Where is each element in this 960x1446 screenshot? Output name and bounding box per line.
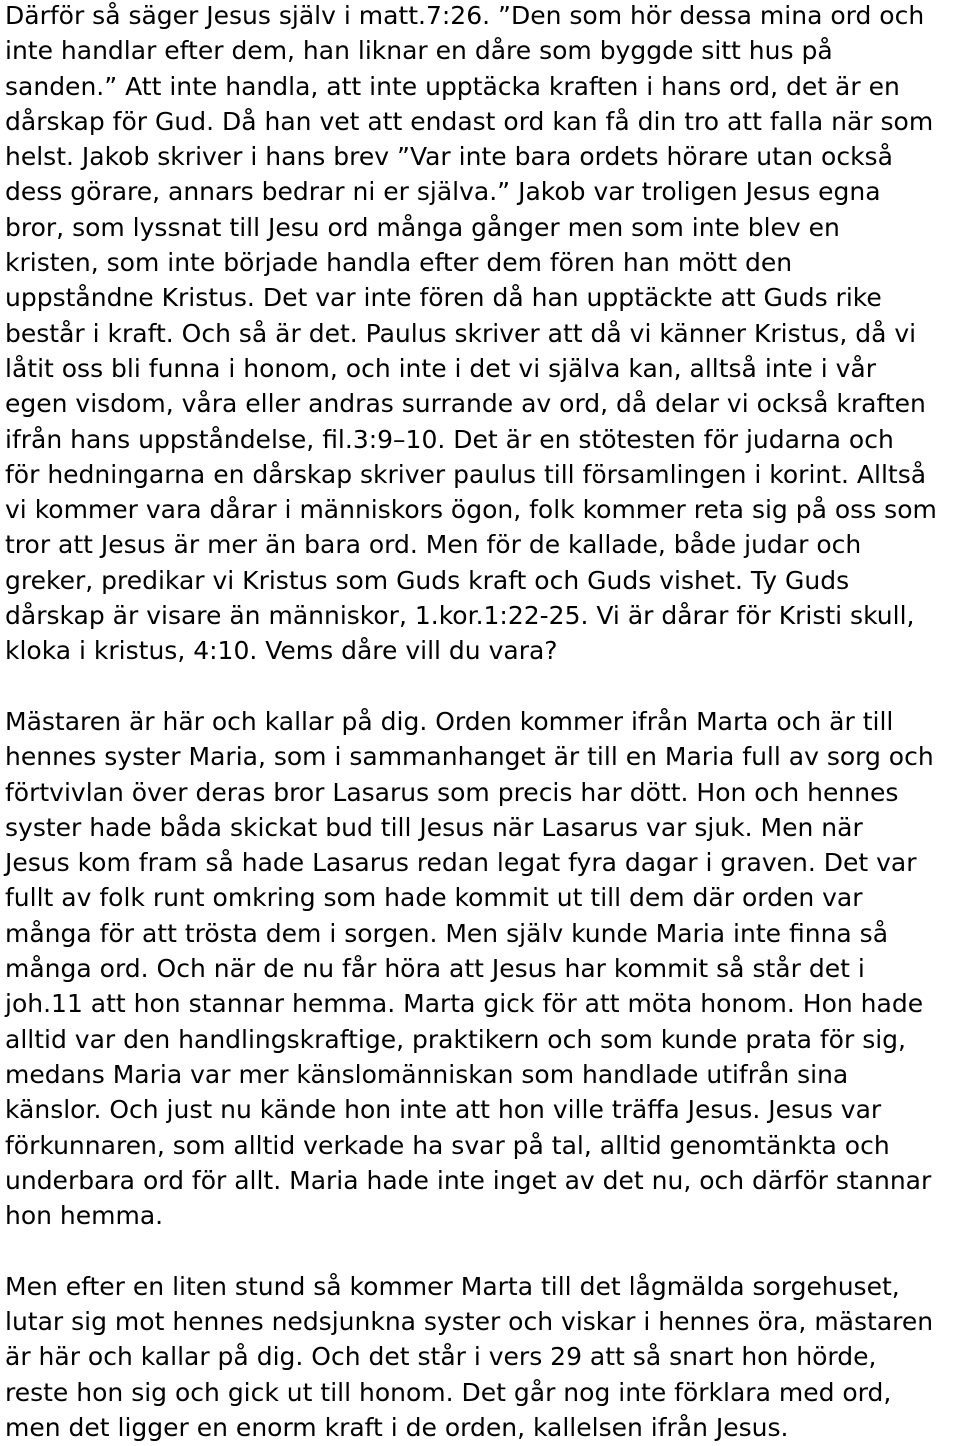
text-line: känslor. Och just nu kände hon inte att hon ville träffa Jesus. Jesus var [5,1095,882,1125]
text-line: tror att Jesus är mer än bara ord. Men för de kallade, både judar och [5,530,862,560]
text-line: är här och kallar på dig. Och det står i vers 29 att så snart hon hörde, [5,1342,877,1372]
text-line: kloka i kristus, 4:10. Vems dåre vill du vara? [5,636,558,666]
text-line: vi kommer vara dårar i människors ögon, folk kommer reta sig på oss som [5,495,937,525]
text-line: medans Maria var mer känslomänniskan som handlade utifrån sina [5,1059,849,1089]
text-line: egen visdom, våra eller andras surrande av ord, då delar vi också kraften [5,389,926,419]
text-line: Men efter en liten stund så kommer Marta till det lågmälda sorgehuset, [5,1271,900,1301]
paragraph-2 [5,704,960,1233]
text-line: förkunnaren, som alltid verkade ha svar på tal, alltid genomtänkta och [5,1130,890,1160]
text-line: underbara ord för allt. Maria hade inte inget av det nu, och därför stannar [5,1165,932,1195]
text-line: Därför så säger Jesus själv i matt.7:26. ”Den som hör dessa mina ord och [5,1,925,30]
text-line: ifrån hans uppståndelse, fil.3:9–10. Det är en stötesten för judarna och [5,424,894,454]
text-line: hennes syster Maria, som i sammanhanget är till en Maria full av sorg och [5,742,934,772]
text-line: inte handlar efter dem, han liknar en dåre som byggde sitt hus på [5,36,833,66]
text-line: hon hemma. [5,1201,164,1231]
text-line: helst. Jakob skriver i hans brev ”Var inte bara ordets hörare utan också [5,142,893,172]
text-line: joh.11 att hon stannar hemma. Marta gick för att möta honom. Hon hade [5,989,924,1019]
text-line: dårskap för Gud. Då han vet att endast ord kan få din tro att falla när som [5,106,934,136]
text-line: syster hade båda skickat bud till Jesus när Lasarus var sjuk. Men när [5,812,863,842]
text-line: sanden.” Att inte handla, att inte upptäcka kraften i hans ord, det är en [5,71,900,101]
text-line: för hedningarna en dårskap skriver paulus till församlingen i korint. Alltså [5,459,927,489]
text-line: består i kraft. Och så är det. Paulus skriver att då vi känner Kristus, då vi [5,318,917,348]
text-line: uppståndne Kristus. Det var inte fören då han upptäckte att Guds rike [5,283,882,313]
text-line: Mästaren är här och kallar på dig. Orden kommer ifrån Marta och är till [5,706,894,736]
text-line: greker, predikar vi Kristus som Guds kraft och Guds vishet. Ty Guds [5,565,850,595]
text-line: bror, som lyssnat till Jesu ord många gånger men som inte blev en [5,212,840,242]
text-line: reste hon sig och gick ut till honom. Det går nog inte förklara med ord, [5,1377,892,1407]
text-line: lutar sig mot hennes nedsjunkna syster och viskar i hennes öra, mästaren [5,1306,934,1336]
text-line: förtvivlan över deras bror Lasarus som precis har dött. Hon och hennes [5,777,899,807]
text-line: många för att trösta dem i sorgen. Men själv kunde Maria inte finna så [5,918,889,948]
text-line: fullt av folk runt omkring som hade kommit ut till dem där orden var [5,883,863,913]
text-line: alltid var den handlingskraftige, praktikern och som kunde prata för sig, [5,1024,906,1054]
text-line: dess görare, annars bedrar ni er själva.” Jakob var troligen Jesus egna [5,177,881,207]
paragraph-1 [5,0,960,669]
text-line: kristen, som inte började handla efter dem fören han mött den [5,248,793,278]
text-line: låtit oss bli funna i honom, och inte i det vi själva kan, alltså inte i vår [5,353,877,383]
text-line: men det ligger en enorm kraft i de orden, kallelsen ifrån Jesus. [5,1412,789,1442]
paragraph-3 [5,1269,960,1445]
text-line: dårskap är visare än människor, 1.kor.1:22-25. Vi är dårar för Kristi skull, [5,601,915,631]
text-line: många ord. Och när de nu får höra att Jesus har kommit så står det i [5,954,865,984]
text-line: Jesus kom fram så hade Lasarus redan legat fyra dagar i graven. Det var [5,848,917,878]
